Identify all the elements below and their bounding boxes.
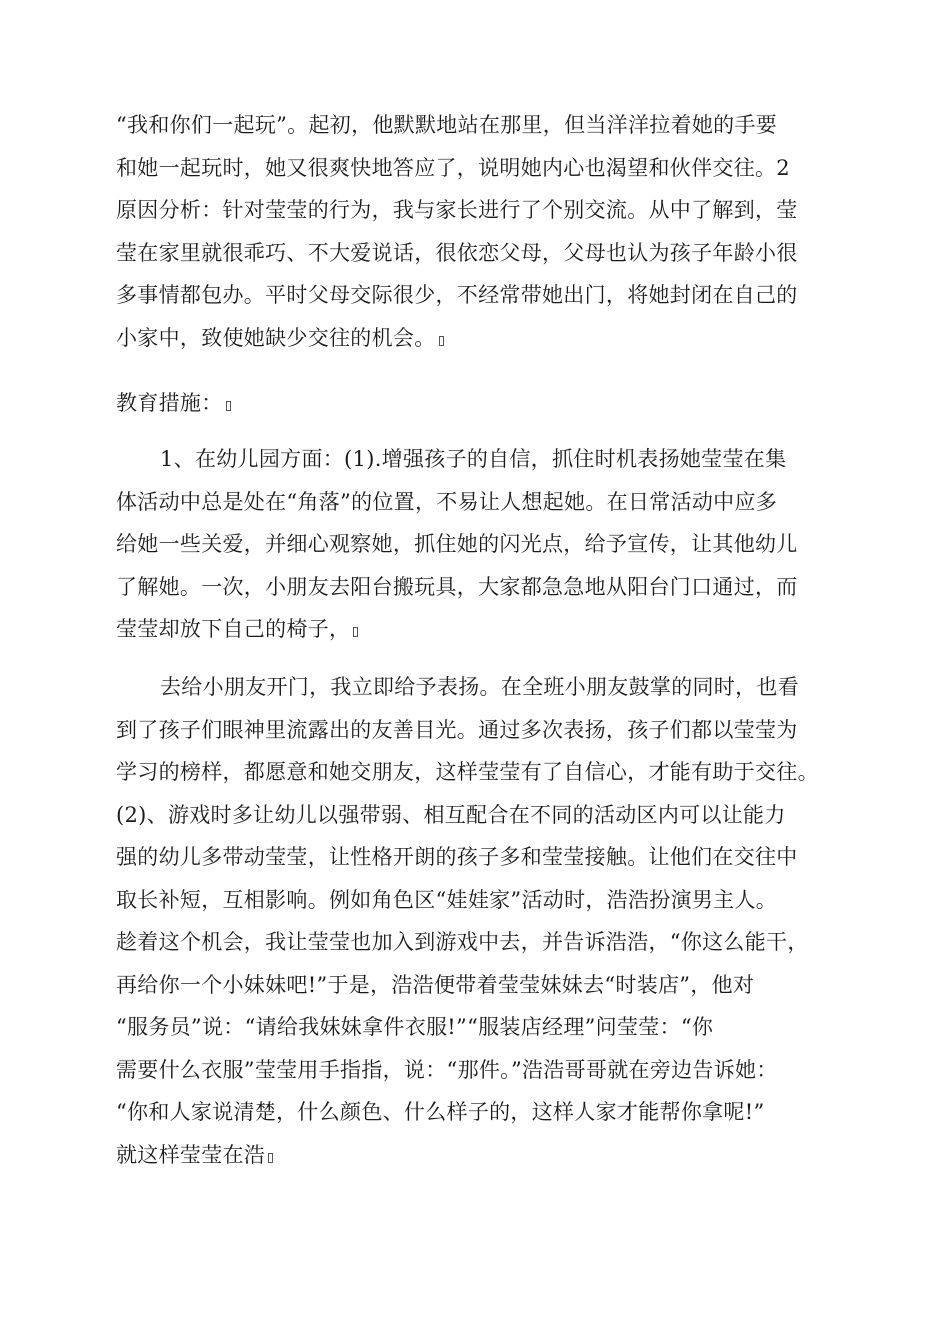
paragraph-game-measures [116,666,856,1176]
text-line: 给她一些关爱，并细心观察她，抓住她的闪光点，给予宣传，让其他幼儿 [116,532,798,556]
text-line-content: 莹莹却放下自己的椅子， [116,617,351,641]
text-line: “你和人家说清楚，什么颜色、什么样子的，这样人家才能帮你拿呢!” [116,1100,765,1124]
text-line-last [116,317,856,360]
text-line: “我和你们一起玩”。起初，他默默地站在那里，但当洋洋拉着她的手要 [116,113,778,137]
text-line: 多事情都包办。平时父母交际很少，不经常带她出门，将她封闭在自己的 [116,283,798,307]
paragraph-mark-icon [268,1153,273,1163]
paragraph-mark-icon [439,336,444,346]
paragraph-kindergarten-measures [116,438,856,651]
text-line-content: 小家中，致使她缺少交往的机会。 [116,325,436,350]
text-line: 再给你一个小妹妹吧!”于是，浩浩便带着莹莹妹妹去“时装店”，他对 [116,972,755,997]
text-line: 和她一起玩时，她又很爽快地答应了，说明她内心也渴望和伙伴交往。2 [116,155,790,180]
text-line: 了解她。一次，小朋友去阳台搬玩具，大家都急急地从阳台门口通过，而 [116,574,798,599]
text-line: 莹在家里就很乖巧、不大爱说话，很依恋父母，父母也认为孩子年龄小很 [116,240,798,265]
paragraph-mark-icon [226,401,231,411]
text-line: 趁着这个机会，我让莹莹也加入到游戏中去，并告诉浩浩，“你这么能干， [116,930,809,954]
paragraph-heading-measures [116,382,856,425]
text-line-content: 就这样莹莹在浩 [116,1142,266,1167]
text-line: 体活动中总是处在“角落”的位置，不易让人想起她。在日常活动中应多 [116,489,778,514]
text-line-last [116,1134,856,1177]
text-line: 强的幼儿多带动莹莹，让性格开朗的孩子多和莹莹接触。让他们在交往中 [116,845,798,869]
text-line: 取长补短，互相影响。例如角色区“娃娃家”活动时，浩浩扮演男主人。 [116,887,778,912]
text-line: 原因分析：针对莹莹的行为，我与家长进行了个别交流。从中了解到，莹 [116,198,798,222]
text-line-last [116,382,856,425]
text-line: 学习的榜样，都愿意和她交朋友，这样莹莹有了自信心，才能有助于交往。 [116,760,819,784]
text-line: 1、在幼儿园方面：(1).增强孩子的自信，抓住时机表扬她莹莹在集 [160,447,787,471]
section-heading: 教育措施： [116,391,223,415]
text-line: (2)、游戏时多让幼儿以强带弱、相互配合在不同的活动区内可以让能力 [116,802,786,827]
text-line-last [116,608,856,651]
text-line: 去给小朋友开门，我立即给予表扬。在全班小朋友鼓掌的同时，也看 [160,675,799,699]
text-line: “服务员”说：“请给我妹妹拿件衣服!”“服装店经理”问莹莹：“你 [116,1015,714,1039]
paragraph-mark-icon [353,627,358,637]
paragraph-cause-analysis [116,104,856,359]
text-line: 需要什么衣服”莹莹用手指指，说：“那件。”浩浩哥哥就在旁边告诉她： [116,1057,778,1082]
text-line: 到了孩子们眼神里流露出的友善目光。通过多次表扬，孩子们都以莹莹为 [116,717,798,742]
